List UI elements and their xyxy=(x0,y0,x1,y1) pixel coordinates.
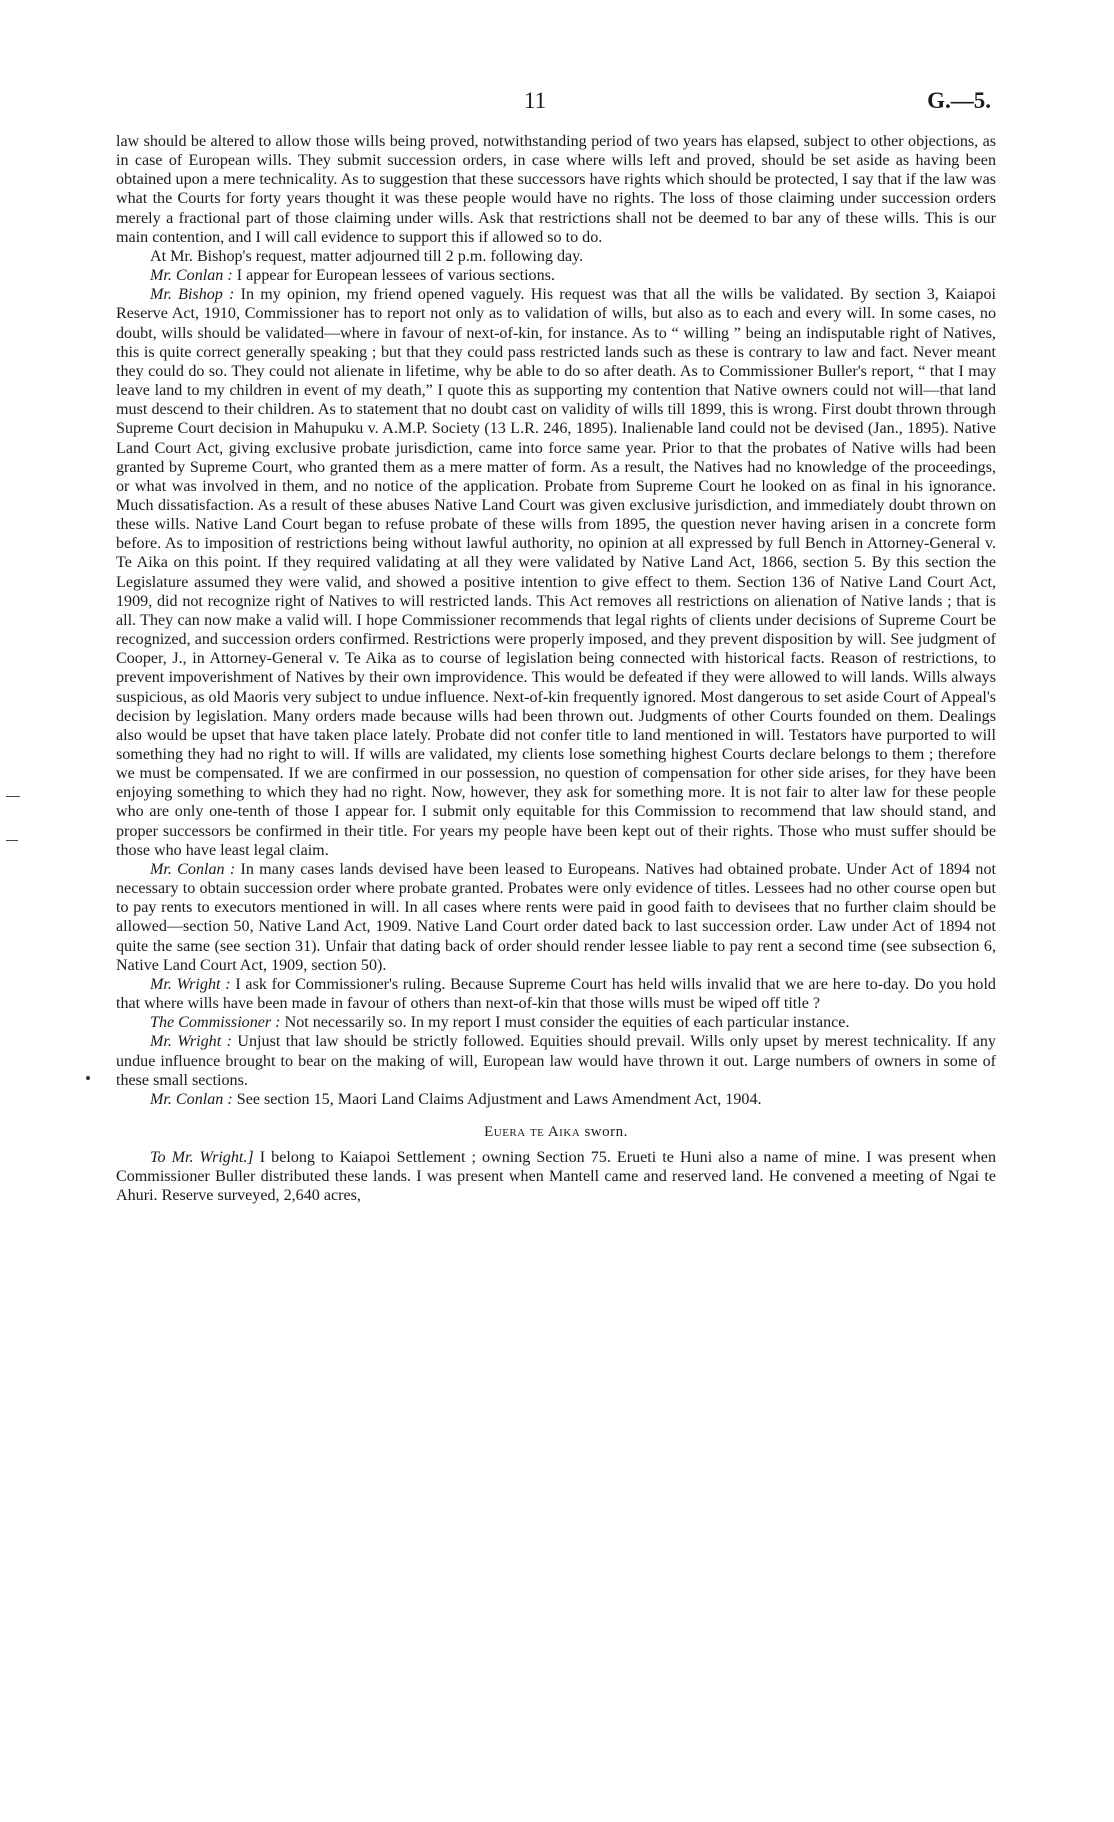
paragraph xyxy=(116,1013,996,1032)
speaker-name: Mr. Wright : xyxy=(150,975,231,993)
speaker-name: Mr. Conlan : xyxy=(150,267,233,285)
paragraph-text: law should be altered to allow those wills being proved, notwithstanding period of two years has elapsed, subject to other objections, as in case of European wills. They submit succession orders, in case where wills left and proved, should be set aside as having been obtained upon a mere technicality. As to suggestion that these successors have rights which should be protected, I say that if the law was what the Courts for forty years thought it was these people would have no rights. The loss of those claiming under succession orders merely a fractional part of those claiming under wills. Ask that restrictions shall not be deemed to bar any of these wills. This is our main contention, and I will call evidence to support this if allowed so to do. xyxy=(116,133,996,246)
speaker-name: Mr. Conlan : xyxy=(150,860,236,878)
heading-suffix: sworn. xyxy=(580,1123,628,1140)
paragraph xyxy=(116,1032,996,1089)
body-text xyxy=(116,132,996,1206)
paragraph xyxy=(116,1090,996,1109)
speaker-name: Mr. Wright : xyxy=(150,1033,232,1051)
paragraph xyxy=(116,860,996,975)
section-heading xyxy=(116,1123,996,1142)
paragraph xyxy=(116,247,996,266)
paragraph xyxy=(116,285,996,860)
paragraph xyxy=(116,266,996,285)
speaker-name: Mr. Conlan : xyxy=(150,1090,233,1108)
margin-mark xyxy=(6,796,20,797)
document-code: G.—5. xyxy=(927,88,991,113)
paragraph-text: In my opinion, my friend opened vaguely. His request was that all the wills be validated. By section 3, Kaiapoi Reserve Act, 1910, Commissioner has to report not only as to validation of wills, but also as to each and every will. In some cases, no doubt, wills should be validated—where in favour of next-of-kin, for instance. As to “ willing ” being an indisputable right of Natives, this is quite correct generally speaking ; but that they could pass restricted lands such as these is contrary to law and fact. Never meant they could do so. They could not alienate in lifetime, why be able to do so after death. As to Commissioner Buller's report, “ that I may leave land to my children in event of my death,” I quote this as supporting my contention that Native owners could not will—that land must descend to their children. As to statement that no doubt cast on validity of wills till 1899, this is wrong. First doubt thrown through Supreme Court decision in Mahupuku v. A.M.P. Society (13 L.R. 246, 1895). Inalienable land could not be devised (Jan., 1895). Native Land Court Act, giving exclusive probate jurisdiction, came into force same year. Prior to that the probates of Native wills had been granted by Supreme Court, who granted them as a mere matter of form. As a result, the Natives had no knowledge of the proceedings, or what was involved in them, and no notice of the application. Probate from Supreme Court he looked on as final in his ignorance. Much dissatisfaction. As a result of these abuses Native Land Court was given exclusive jurisdiction, and immediately doubt thrown on these wills. Native Land Court began to refuse probate of these wills from 1895, the question never having arisen in a concrete form before. As to imposition of restrictions being without lawful authority, no opinion at all expressed by full Bench in Attorney-General v. Te Aika on this point. If they required validating at all they were validated by Native Land Act, 1866, section 5. By this section the Legislature assumed they were valid, and showed a positive intention to give effect to them. Section 136 of Native Land Court Act, 1909, did not recognize right of Natives to will restricted lands. This Act removes all restrictions on alienation of Native lands ; that is all. They can now make a valid will. I hope Commissioner recommends that legal rights of clients under decisions of Supreme Court be recognized, and succession orders confirmed. Restrictions were properly imposed, and they prevent disposition by will. See judgment of Cooper, J., in Attorney-General v. Te Aika as to course of legislation being connected with historical facts. Reason of restrictions, to prevent impoverishment of Natives by their own improvidence. This would be defeated if they were allowed to will lands. Wills always suspicious, as old Maoris very subject to undue influence. Next-of-kin frequently ignored. Most dangerous to set aside Court of Appeal's decision by legislation. Many orders made because wills had been thrown out. Judgments of other Courts founded on them. Dealings also would be upset that have taken place lately. Probate did not confer title to land mentioned in will. Testators have purported to will something they had no right to will. If wills are validated, my clients lose something highest Courts declare belongs to them ; therefore we must be compensated. If we are confirmed in our possession, no question of compensation for other side arises, for they have been enjoying something to which they had no right. Now, however, they ask for something more. It is not fair to alter law for these people who are only one-tenth of those I appear for. I submit only equitable for this Commission to recommend that law should stand, and proper successors be confirmed in their title. For years my people have been kept out of their rights. Those who must suffer should be those who have least legal claim. xyxy=(116,286,996,859)
page-number: 11 xyxy=(524,88,547,113)
paragraph xyxy=(116,975,996,1013)
testimony-paragraph xyxy=(116,1148,996,1205)
paragraph xyxy=(116,132,996,247)
paragraph-text: At Mr. Bishop's request, matter adjourned till 2 p.m. following day. xyxy=(150,247,584,265)
paragraph-text: Not necessarily so. In my report I must consider the equities of each particular instance. xyxy=(284,1014,850,1032)
speaker-name: Mr. Bishop : xyxy=(150,286,235,304)
witness-name: Euera te Aika xyxy=(484,1123,581,1140)
margin-dot xyxy=(86,1076,90,1080)
paragraph-text: I appear for European lessees of various sections. xyxy=(236,267,555,285)
paragraph-text: I ask for Commissioner's ruling. Because Supreme Court has held wills invalid that we are here to-day. Do you hold that where wills have been made in favour of others than next-of-kin that those wills must be wiped off title ? xyxy=(116,975,996,1013)
paragraph-text: Unjust that law should be strictly followed. Equities should prevail. Wills only upset by merest technicality. If any undue influence brought to bear on the making of will, European law would have thrown it out. Large numbers of owners in some of these small sections. xyxy=(116,1033,996,1089)
paragraph-text: In many cases lands devised have been leased to Europeans. Natives had obtained probate. Under Act of 1894 not necessary to obtain succession order where probate granted. Probates were only evidence of titles. Lessees had no other course open but to pay rents to executors mentioned in will. In all cases where rents were paid in good faith to devisees that no further claim should be allowed—section 50, Native Land Act, 1909. Native Land Court order dated back to last succession order. Law under Act of 1894 not quite the same (see section 31). Unfair that dating back of order should render lessee liable to pay rent a second time (see subsection 6, Native Land Court Act, 1909, section 50). xyxy=(116,860,996,974)
speaker-name: To Mr. Wright.] xyxy=(150,1149,254,1167)
paragraph-text: I belong to Kaiapoi Settlement ; owning Section 75. Erueti te Huni also a name of mine. I was present when Commissioner Buller distributed these lands. I was present when Mantell came and reserved land. He convened a meeting of Ngai te Ahuri. Reserve surveyed, 2,640 acres, xyxy=(116,1149,996,1205)
page-header xyxy=(0,88,1114,118)
speaker-name: The Commissioner : xyxy=(150,1014,281,1032)
paragraph-text: See section 15, Maori Land Claims Adjustment and Laws Amendment Act, 1904. xyxy=(236,1090,762,1108)
margin-mark xyxy=(6,840,18,841)
